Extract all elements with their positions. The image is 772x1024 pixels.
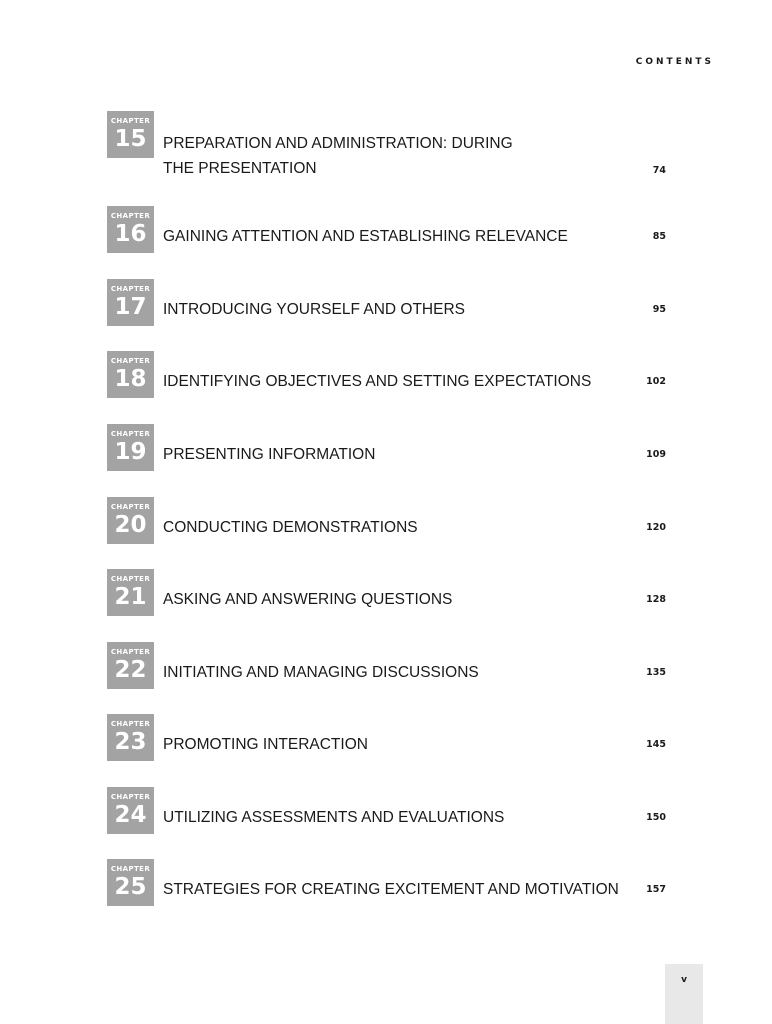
page-number: 135 [646,667,666,678]
chapter-title: INTRODUCING YOURSELF AND OTHERS [163,301,466,318]
chapter-title: GAINING ATTENTION AND ESTABLISHING RELEVANCE [163,228,568,245]
chapter-number: 24 [114,802,147,828]
chapter-badge [107,859,154,906]
chapter-label: CHAPTER [110,117,151,125]
chapter-badge [107,569,154,616]
toc-entry[interactable] [0,206,772,266]
chapter-badge [107,714,154,761]
chapter-number: 15 [114,126,147,152]
page-number: 128 [646,594,666,605]
chapter-title: PRESENTING INFORMATION [163,446,376,463]
page-number: 157 [646,884,666,895]
chapter-number: 25 [114,874,147,900]
toc-entry[interactable] [0,279,772,339]
toc-entry[interactable] [0,787,772,847]
chapter-title: CONDUCTING DEMONSTRATIONS [163,519,418,536]
page-number: 74 [652,165,666,176]
page-number: 120 [646,522,666,533]
chapter-number: 19 [114,439,147,465]
chapter-number: 20 [114,512,147,538]
page-number: 145 [646,739,666,750]
toc-entry[interactable] [0,714,772,774]
running-head: CONTENTS [635,57,714,67]
toc-entry[interactable] [0,859,772,919]
chapter-badge [107,497,154,544]
page-number: 109 [646,449,666,460]
toc-entry[interactable] [0,569,772,629]
page-number: 95 [652,304,666,315]
chapter-label: CHAPTER [110,648,151,656]
chapter-number: 22 [114,657,147,683]
chapter-label: CHAPTER [110,865,151,873]
chapter-badge [107,787,154,834]
chapter-badge [107,424,154,471]
chapter-label: CHAPTER [110,503,151,511]
chapter-label: CHAPTER [110,575,151,583]
chapter-title: INITIATING AND MANAGING DISCUSSIONS [163,664,479,681]
chapter-number: 18 [114,366,147,392]
chapter-number: 17 [114,294,147,320]
chapter-badge [107,111,154,158]
chapter-label: CHAPTER [110,285,151,293]
toc-entry[interactable] [0,351,772,411]
toc-entry[interactable] [0,497,772,557]
chapter-title: STRATEGIES FOR CREATING EXCITEMENT AND MOTIVATION [163,881,619,898]
chapter-label: CHAPTER [110,212,151,220]
chapter-label: CHAPTER [110,720,151,728]
toc-entry[interactable] [0,111,772,177]
toc-entry[interactable] [0,424,772,484]
chapter-title: UTILIZING ASSESSMENTS AND EVALUATIONS [163,809,505,826]
chapter-number: 21 [114,584,147,610]
chapter-label: CHAPTER [110,793,151,801]
chapter-badge [107,206,154,253]
page-folio-tab [665,964,703,1024]
chapter-badge [107,642,154,689]
page-number: 85 [652,231,666,242]
toc-entry[interactable] [0,642,772,702]
page-number: 150 [646,812,666,823]
page-folio: v [681,975,687,985]
chapter-label: CHAPTER [110,357,151,365]
chapter-badge [107,279,154,326]
chapter-title: ASKING AND ANSWERING QUESTIONS [163,591,453,608]
chapter-number: 23 [114,729,147,755]
chapter-label: CHAPTER [110,430,151,438]
chapter-title: PROMOTING INTERACTION [163,736,368,753]
chapter-badge [107,351,154,398]
page-number: 102 [646,376,666,387]
chapter-title: IDENTIFYING OBJECTIVES AND SETTING EXPECTATIONS [163,373,592,390]
chapter-number: 16 [114,221,147,247]
chapter-title: PREPARATION AND ADMINISTRATION: DURING THE PRESENTATION [163,135,513,177]
